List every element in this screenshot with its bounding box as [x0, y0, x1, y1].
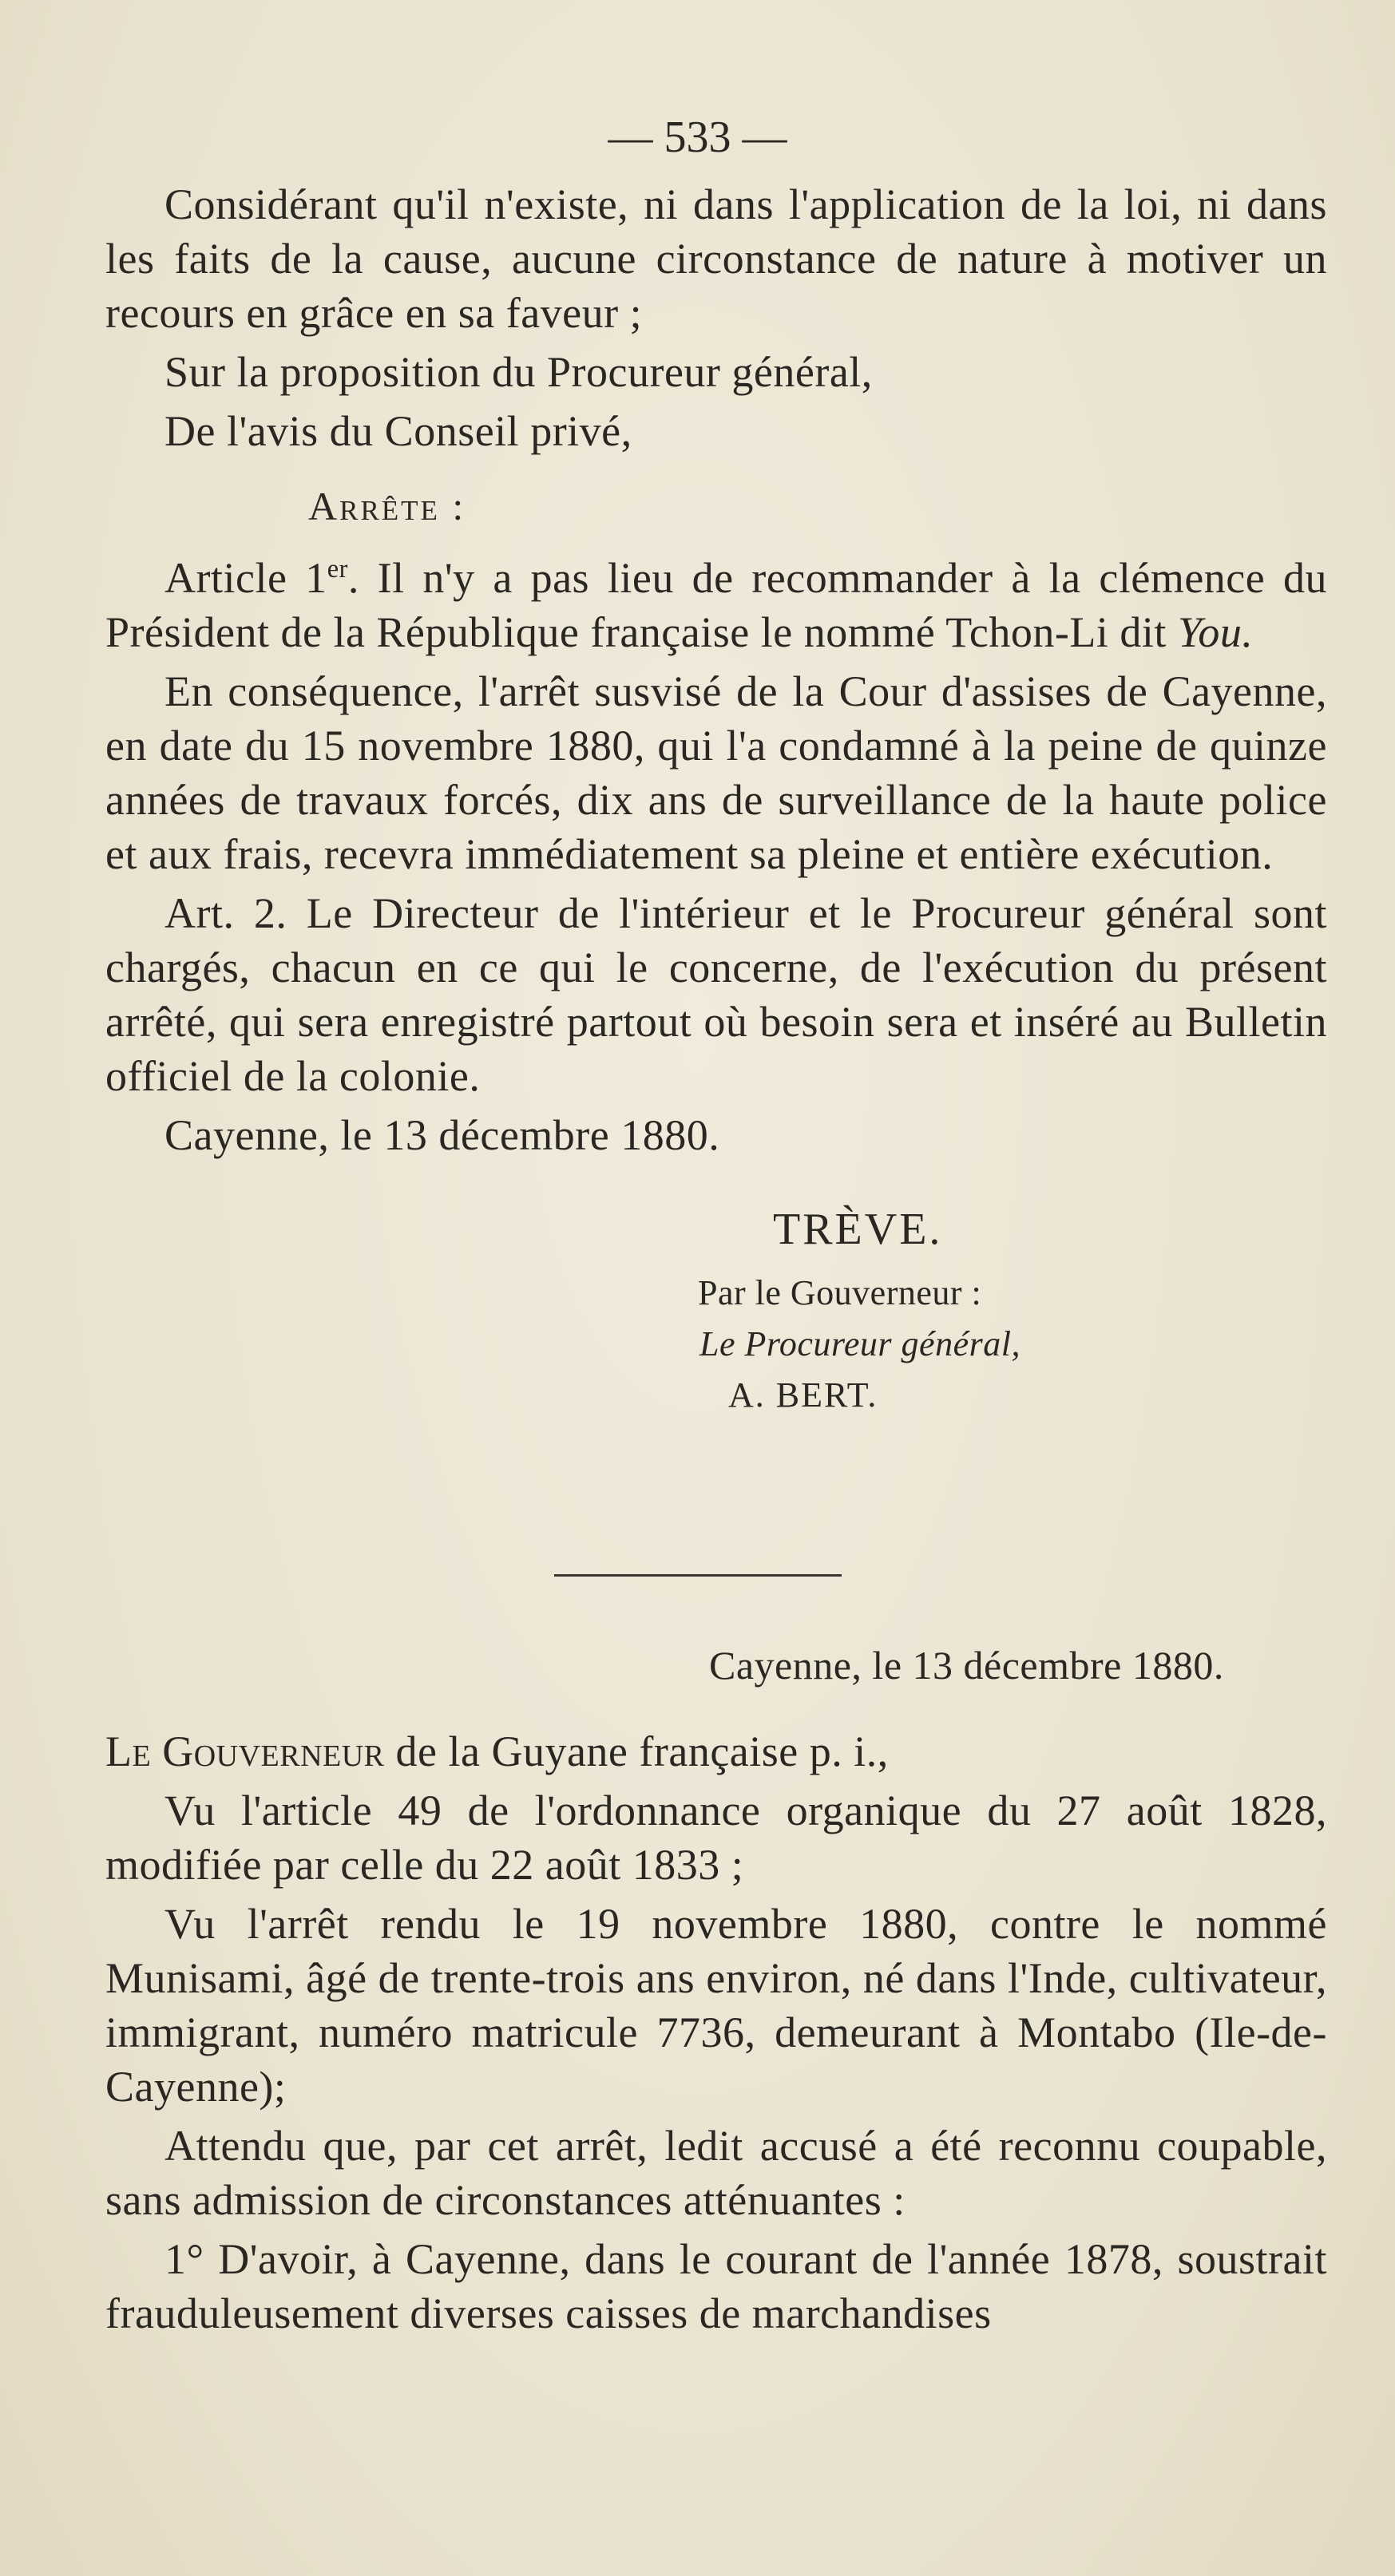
separator-rule — [554, 1574, 842, 1577]
signature-signer: A. BERT. — [728, 1375, 878, 1415]
article-2: Art. 2. Le Directeur de l'intérieur et le Procureur général sont chargés, chacun en ce qui le concerne, de l'exécution du présent arrêté, qui sera enregistré partout où besoin sera et inséré au Bulletin officiel de la colonie. — [105, 889, 1327, 1100]
gouverneur-label: Le Gouverneur — [105, 1727, 385, 1775]
paragraph-vu-article: Vu l'article 49 de l'ordonnance organique du 27 août 1828, modifiée par celle du 22 août 1833 ; — [105, 1787, 1327, 1889]
document-body-second — [105, 1638, 1327, 2345]
article-1-name: You. — [1177, 608, 1254, 656]
paragraph-considerant: Considérant qu'il n'existe, ni dans l'application de la loi, ni dans les faits de la cause, aucune circonstance de nature à motiver un recours en grâce en sa faveur ; — [105, 180, 1327, 337]
arrete-heading: Arrête : — [308, 484, 466, 528]
paragraph-consequence: En conséquence, l'arrêt susvisé de la Cour d'assises de Cayenne, en date du 15 novembre 1880, qui l'a condamné à la peine de quinze années de travaux forcés, dix ans de surveillance de la haute police et aux frais, recevra immédiatement sa pleine et entière exécution. — [105, 667, 1327, 878]
date-line: Cayenne, le 13 décembre 1880. — [164, 1111, 720, 1159]
gouverneur-line — [105, 1724, 1327, 1779]
paragraph-attendu: Attendu que, par cet arrêt, ledit accusé a été reconnu coupable, sans admission de circonstances atténuantes : — [105, 2122, 1327, 2224]
document-body — [105, 177, 1327, 1421]
page-number: — 533 — — [608, 113, 787, 162]
article-1-prefix: Article 1 — [164, 554, 327, 602]
article-1-text: . Il n'y a pas lieu de recommander à la clémence du Président de la République française le nommé Tchon-Li dit — [105, 554, 1327, 656]
gouverneur-text: de la Guyane française p. i., — [384, 1727, 889, 1775]
article-1 — [105, 551, 1327, 659]
signature-name: TRÈVE. — [773, 1205, 943, 1254]
article-1-sup: er — [327, 555, 348, 584]
signature-title: Le Procureur général, — [699, 1324, 1020, 1363]
paragraph-item-1: 1° D'avoir, à Cayenne, dans le courant de l'année 1878, soustrait frauduleusement diverses caisses de marchandises — [105, 2235, 1327, 2337]
signature-par: Par le Gouverneur : — [698, 1273, 982, 1312]
paragraph-proposition: Sur la proposition du Procureur général, — [164, 348, 873, 396]
second-date-line: Cayenne, le 13 décembre 1880. — [709, 1643, 1224, 1688]
paragraph-avis: De l'avis du Conseil privé, — [164, 407, 632, 455]
paragraph-vu-arret: Vu l'arrêt rendu le 19 novembre 1880, contre le nommé Munisami, âgé de trente-trois ans environ, né dans l'Inde, cultivateur, immigrant, numéro matricule 7736, demeurant à Montabo (Ile-de-Cayenne); — [105, 1900, 1327, 2111]
